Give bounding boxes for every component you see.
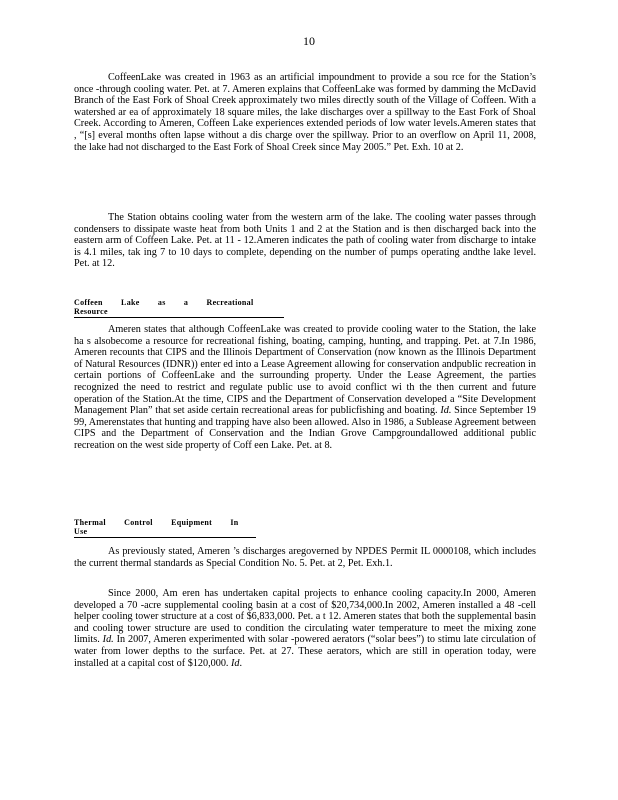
heading-recreational-resource: Coffeen Lake as a Recreational Resource — [74, 298, 284, 318]
paragraph-3-text-a: Ameren states that although CoffeenLake was created to provide cooling water to the Station, the lake ha s alsobecome a resource for recreational fishing, boating, camping, hunting, and trapping. Pet. at 7.In 1986, Ameren recounts that CIPS and the Illinois Department of Conservation (now known as the Illinois Department of Natural Resources (IDNR)) enter ed into a Lease Agreement allowing for conservation andpublic recreation in certain portions of CoffeenLake and the surrounding property. Under the Lease Agreement, the parties recognized the need to restrict and regulate public use to avoid conflict wi th the then current and future operation of the Station.At the time, CIPS and the Department of Conservation developed a “Site Development Management Plan” that set aside certain recreational areas for publicfishing and boating. — [74, 324, 536, 417]
paragraph-station-cooling — [74, 212, 536, 270]
section-heading-thermal-control — [74, 518, 256, 539]
heading-thermal-control: Thermal Control Equipment In Use — [74, 518, 256, 538]
paragraph-5 — [74, 588, 536, 669]
paragraph-5-end: . — [239, 657, 243, 669]
paragraph-2: The Station obtains cooling water from the western arm of the lake. The cooling water passes through condensers to dissipate waste heat from both Units 1 and 2 at the Station and is then discharged back into the eastern arm of Coffeen Lake. Pet. at 11 - 12.Ameren indicates the path of cooling water from discharge to intake is 4.1 miles, tak ing 7 to 10 days to complete, depending on the number of pumps operating andthe lake level. Pet. at 12. — [74, 212, 536, 270]
page-number: 10 — [303, 34, 315, 48]
paragraph-4: As previously stated, Ameren ’s discharges aregoverned by NPDES Permit IL 0000108, which includes the current thermal standards as Special Condition No. 5. Pet. at 2, Pet. Exh.1. — [74, 546, 536, 569]
paragraph-3 — [74, 324, 536, 452]
paragraph-5-text-a: Since 2000, Am eren has undertaken capital projects to enhance cooling capacity.In 2000, Ameren developed a 70 -acre supplemental cooling basin at a cost of $20,734,000.In 2002, Ameren installed a 48 -cell helper cooling tower structure at a cost of $6,833,000. Pet. a t 12. Ameren states that both the supplemental basin and cooling tower structure are used to condition the circulating water temperature to meet the mixing zone limits. — [74, 588, 536, 646]
section-heading-recreational — [74, 298, 284, 319]
paragraph-capital-projects — [74, 588, 536, 669]
paragraph-5-text-b: In 2007, Ameren experimented with solar -powered aerators (“solar bees”) to stimu late circulation of water from lower depths to the surface. Pet. at 27. These aerators, which are still in operation today, were installed at a capital cost of $120,000. — [74, 634, 536, 669]
paragraph-recreational-resource — [74, 324, 536, 452]
paragraph-npdes-permit — [74, 546, 536, 569]
citation-id: Id. — [102, 634, 114, 646]
paragraph-coffeen-lake-history — [74, 72, 536, 153]
citation-id: Id — [231, 657, 240, 669]
paragraph-1: CoffeenLake was created in 1963 as an artificial impoundment to provide a sou rce for the Station’s once -through cooling water. Pet. at 7. Ameren explains that CoffeenLake was formed by damming the McDavid Branch of the East Fork of Shoal Creek approximately two miles directly south of the Village of Coffeen. With a watershed ar ea of approximately 18 square miles, the lake discharges over a spillway to the East Fork of Shoal Creek. According to Ameren, Coffeen Lake experiences extended periods of low water levels.Ameren states that , “[s] everal months often lapse without a dis charge over the spillway. Prior to an overflow on April 11, 2008, the lake had not discharged to the East Fork of Shoal Creek since May 2005.” Pet. Exh. 10 at 2. — [74, 72, 536, 153]
citation-id: Id. — [440, 405, 452, 417]
paragraph-3-text-b: Since September 19 99, Amerenstates that hunting and trapping have also been allowed. Also in 1986, a Sublease Agreement between CIPS and the Department of Conservation and the Indian Grove Campgroundallowed additional public recreation on the west side property of Coff een Lake. Pet. at 8. — [74, 405, 537, 451]
